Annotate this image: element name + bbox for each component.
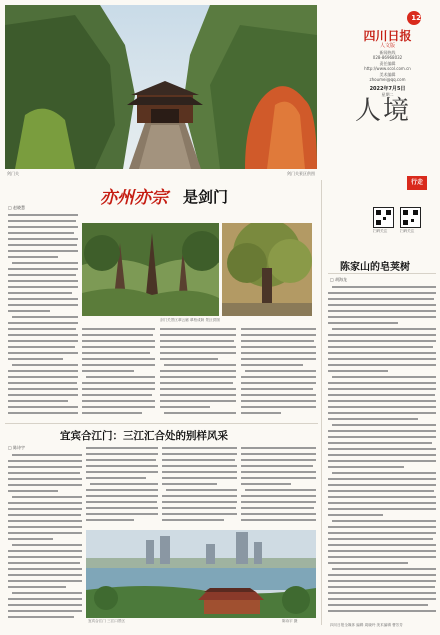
qr-label-2: 扫码关注 [400, 229, 415, 233]
article3-column-3 [162, 445, 237, 527]
article3-title: 宜宾合江门：三江汇合处的别样风采 [60, 430, 228, 442]
text-lines [82, 326, 155, 420]
riverfront-illustration [86, 530, 316, 618]
edition-label: 人文版 [379, 43, 395, 49]
masthead-line-3: 责任编辑 [379, 60, 396, 66]
masthead-line-1: 新闻热线 [379, 49, 396, 55]
qr-code-1[interactable] [373, 207, 394, 228]
issue-weekday: 星期二 [381, 91, 394, 97]
hero-caption-strip [5, 169, 317, 181]
text-lines [241, 445, 316, 527]
article3-column-2 [86, 445, 158, 527]
article1-byline: □ 赵晓慧 [8, 205, 26, 210]
text-lines [8, 212, 78, 418]
paper-name: 四川日报 [363, 29, 412, 43]
hero-photo-jianmen-pass [5, 5, 317, 169]
hero-caption-left: 剑门关 [7, 171, 19, 176]
masthead-line-5: 美术编辑 [379, 71, 396, 77]
text-lines [328, 284, 436, 620]
article1-column-3 [160, 326, 236, 420]
tree-illustration [222, 223, 312, 316]
text-lines [160, 326, 236, 420]
masthead-line-2: 028-86968032 [372, 55, 403, 60]
article1-photo-forest [82, 223, 219, 316]
article1-title: 是剑门 [183, 188, 229, 206]
article2-body [328, 284, 436, 620]
article1-column-1 [8, 212, 78, 418]
article1-photo-caption: 剑门关景区翠云廊 翠柏成荫 景区供图 [160, 318, 220, 322]
masthead-line-4: http://www.scol.com.cn [364, 66, 411, 71]
section-divider [5, 423, 318, 424]
article3-photo-riverfront [86, 530, 316, 618]
hero-photo-illustration [5, 5, 317, 169]
article2-title-rule [328, 273, 436, 274]
page-footer: 四川日报全媒体 编辑 周晓玲 美术编辑 曹芳芳 [330, 623, 403, 627]
article3-column-1 [8, 452, 82, 622]
qr-code-2[interactable] [400, 207, 421, 228]
text-lines [162, 445, 237, 527]
article2-title: 陈家山的皂荚树 [340, 262, 410, 273]
section-title-big: 人境 [355, 96, 412, 126]
qr-label-1: 扫码关注 [373, 229, 388, 233]
column-divider [321, 180, 322, 625]
article3-byline: □ 陈诗宇 [8, 445, 26, 450]
article3-photo-caption: 宜宾合江门 三江口景区 [88, 619, 126, 623]
article1-column-4 [241, 326, 316, 420]
text-lines [86, 445, 158, 527]
article3-column-4 [241, 445, 316, 527]
article3-photo-author: 陈诗宇 摄 [282, 619, 298, 623]
text-lines [241, 326, 316, 420]
issue-date: 2022年7月5日 [369, 85, 406, 92]
article1-photo-tree [222, 223, 312, 316]
section-tag-stamp: 行走 [407, 176, 427, 190]
section-calligraphy [355, 96, 415, 166]
article1-column-2 [82, 326, 155, 420]
hero-caption-right: 剑门关景区供图 [287, 171, 315, 176]
article1-title-decor: 亦州亦宗 [100, 188, 168, 208]
forest-illustration [82, 223, 219, 316]
article2-byline: □ 胡海龙 [330, 277, 348, 282]
page-number-badge: 12 [407, 11, 421, 25]
masthead-line-6: zhoumei@qq.com [369, 77, 406, 82]
text-lines [8, 452, 82, 622]
